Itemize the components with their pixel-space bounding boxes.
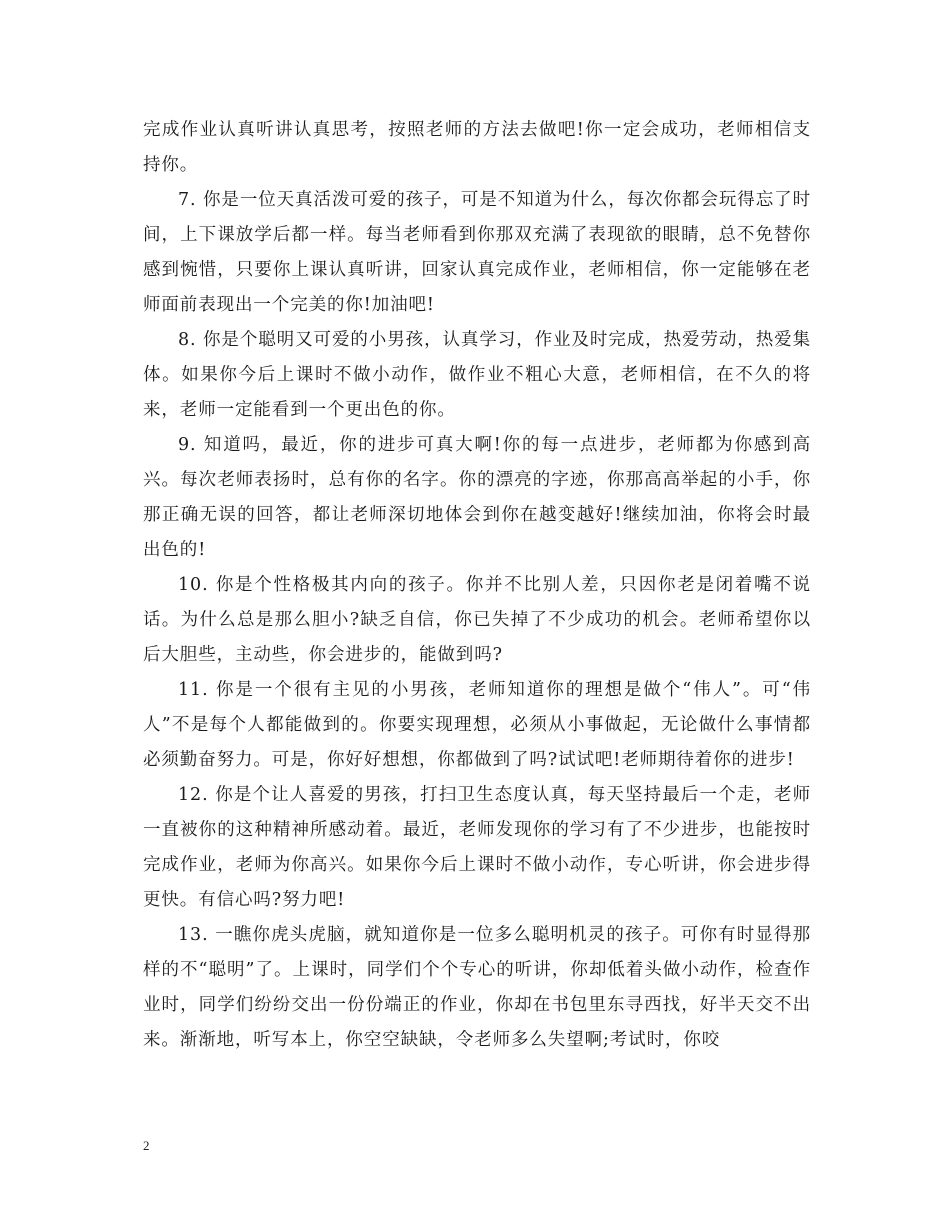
paragraph: 完成作业认真听讲认真思考，按照老师的方法去做吧!你一定会成功，老师相信支持你。 xyxy=(143,120,811,175)
paragraph: 9. 知道吗，最近，你的进步可真大啊!你的每一点进步，老师都为你感到高兴。每次老师表扬时，总有你的名字。你的漂亮的字迹，你那高高举起的小手，你那正确无误的回答，都让老师深切地体会到你在越变越好!继续加油，你将会时最出色的! xyxy=(143,435,811,560)
paragraph: 10. 你是个性格极其内向的孩子。你并不比别人差，只因你老是闭着嘴不说话。为什么总是那么胆小?缺乏自信，你已失掉了不少成功的机会。老师希望你以后大胆些，主动些，你会进步的，能做到吗? xyxy=(143,575,811,665)
paragraph: 11. 你是一个很有主见的小男孩，老师知道你的理想是做个“伟人”。可“伟人”不是每个人都能做到的。你要实现理想，必须从小事做起，无论做什么事情都必须勤奋努力。可是，你好好想想，你都做到了吗?试试吧!老师期待着你的进步! xyxy=(143,680,811,770)
paragraph: 7. 你是一位天真活泼可爱的孩子，可是不知道为什么，每次你都会玩得忘了时间，上下课放学后都一样。每当老师看到你那双充满了表现欲的眼睛，总不免替你感到惋惜，只要你上课认真听讲，回家认真完成作业，老师相信，你一定能够在老师面前表现出一个完美的你!加油吧! xyxy=(143,190,811,315)
paragraph: 13. 一瞧你虎头虎脑，就知道你是一位多么聪明机灵的孩子。可你有时显得那样的不“聪明”了。上课时，同学们个个专心的听讲，你却低着头做小动作，检查作业时，同学们纷纷交出一份份端正的作业，你却在书包里东寻西找，好半天交不出来。渐渐地，听写本上，你空空缺缺，令老师多么失望啊;考试时，你咬 xyxy=(143,925,811,1050)
page-number: 2 xyxy=(143,1138,150,1153)
document-body xyxy=(143,113,811,1058)
paragraph: 8. 你是个聪明又可爱的小男孩，认真学习，作业及时完成，热爱劳动，热爱集体。如果你今后上课时不做小动作，做作业不粗心大意，老师相信，在不久的将来，老师一定能看到一个更出色的你。 xyxy=(143,330,811,420)
paragraph: 12. 你是个让人喜爱的男孩，打扫卫生态度认真，每天坚持最后一个走，老师一直被你的这种精神所感动着。最近，老师发现你的学习有了不少进步，也能按时完成作业，老师为你高兴。如果你今后上课时不做小动作，专心听讲，你会进步得更快。有信心吗?努力吧! xyxy=(143,785,811,910)
